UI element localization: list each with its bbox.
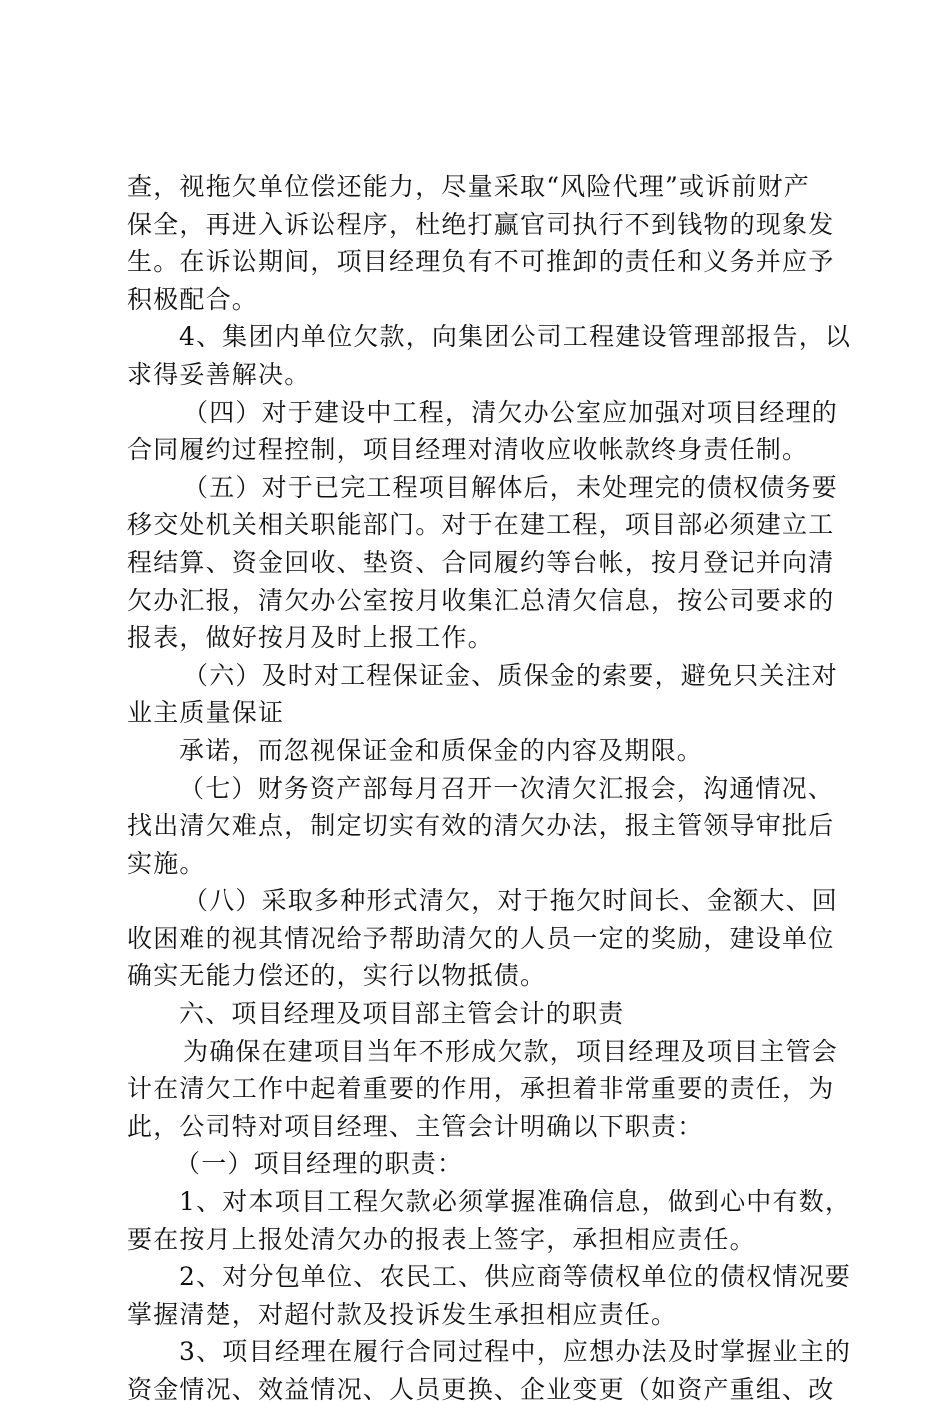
document-line: 2、对分包单位、农民工、供应商等债权单位的债权情况要 bbox=[179, 1262, 852, 1292]
document-line: 移交处机关相关职能部门。对于在建工程，项目部必须建立工 bbox=[127, 510, 835, 540]
document-line: （六）及时对工程保证金、质保金的索要，避免只关注对 bbox=[183, 660, 839, 690]
document-line: 生。在诉讼期间，项目经理负有不可推卸的责任和义务并应予 bbox=[127, 247, 835, 277]
document-line: 3、项目经理在履行合同过程中，应想办法及时掌握业主的 bbox=[179, 1337, 852, 1367]
document-line: （五）对于已完工程项目解体后，未处理完的债权债务要 bbox=[183, 472, 839, 502]
document-line: （四）对于建设中工程，清欠办公室应加强对项目经理的 bbox=[183, 397, 839, 427]
document-line: 实施。 bbox=[127, 848, 206, 878]
document-line: 要在按月上报处清欠办的报表上签字，承担相应责任。 bbox=[127, 1224, 756, 1254]
document-line: 4、集团内单位欠款，向集团公司工程建设管理部报告，以 bbox=[179, 322, 852, 352]
document-line: 计在清欠工作中起着重要的作用，承担着非常重要的责任，为 bbox=[127, 1074, 835, 1104]
document-line: 1、对本项目工程欠款必须掌握准确信息，做到心中有数， bbox=[179, 1187, 852, 1217]
document-line: 查，视拖欠单位偿还能力，尽量采取“风险代理”或诉前财产 bbox=[127, 172, 810, 201]
document-line: 六、项目经理及项目部主管会计的职责 bbox=[179, 999, 625, 1029]
document-line: 此，公司特对项目经理、主管会计明确以下职责： bbox=[127, 1111, 704, 1141]
document-line: （一）项目经理的职责： bbox=[175, 1149, 464, 1179]
document-line: 确实无能力偿还的，实行以物抵债。 bbox=[127, 961, 547, 991]
document-line: 合同履约过程控制，项目经理对清收应收帐款终身责任制。 bbox=[127, 435, 809, 465]
document-line: （七）财务资产部每月召开一次清欠汇报会，沟通情况、 bbox=[179, 773, 835, 803]
document-line: 业主质量保证 bbox=[127, 698, 285, 728]
document-line: （八）采取多种形式清欠，对于拖欠时间长、金额大、回 bbox=[183, 886, 839, 916]
document-line: 收困难的视其情况给予帮助清欠的人员一定的奖励，建设单位 bbox=[127, 923, 835, 953]
document-line: 积极配合。 bbox=[127, 284, 259, 314]
document-line: 找出清欠难点，制定切实有效的清欠办法，报主管领导审批后 bbox=[127, 811, 835, 841]
document-line: 资金情况、效益情况、人员更换、企业变更（如资产重组、改 bbox=[127, 1375, 835, 1404]
document-line: 为确保在建项目当年不形成欠款，项目经理及项目主管会 bbox=[183, 1036, 839, 1066]
document-line: 报表，做好按月及时上报工作。 bbox=[127, 623, 494, 653]
document-line: 欠办汇报，清欠办公室按月收集汇总清欠信息，按公司要求的 bbox=[127, 585, 835, 615]
document-line: 求得妥善解决。 bbox=[127, 359, 311, 389]
document-line: 保全，再进入诉讼程序，杜绝打赢官司执行不到钱物的现象发 bbox=[127, 209, 835, 239]
document-line: 承诺，而忽视保证金和质保金的内容及期限。 bbox=[179, 735, 704, 765]
document-line: 掌握清楚，对超付款及投诉发生承担相应责任。 bbox=[127, 1299, 678, 1329]
document-body bbox=[127, 168, 852, 1409]
document-line: 程结算、资金回收、垫资、合同履约等台帐，按月登记并向清 bbox=[127, 547, 835, 577]
